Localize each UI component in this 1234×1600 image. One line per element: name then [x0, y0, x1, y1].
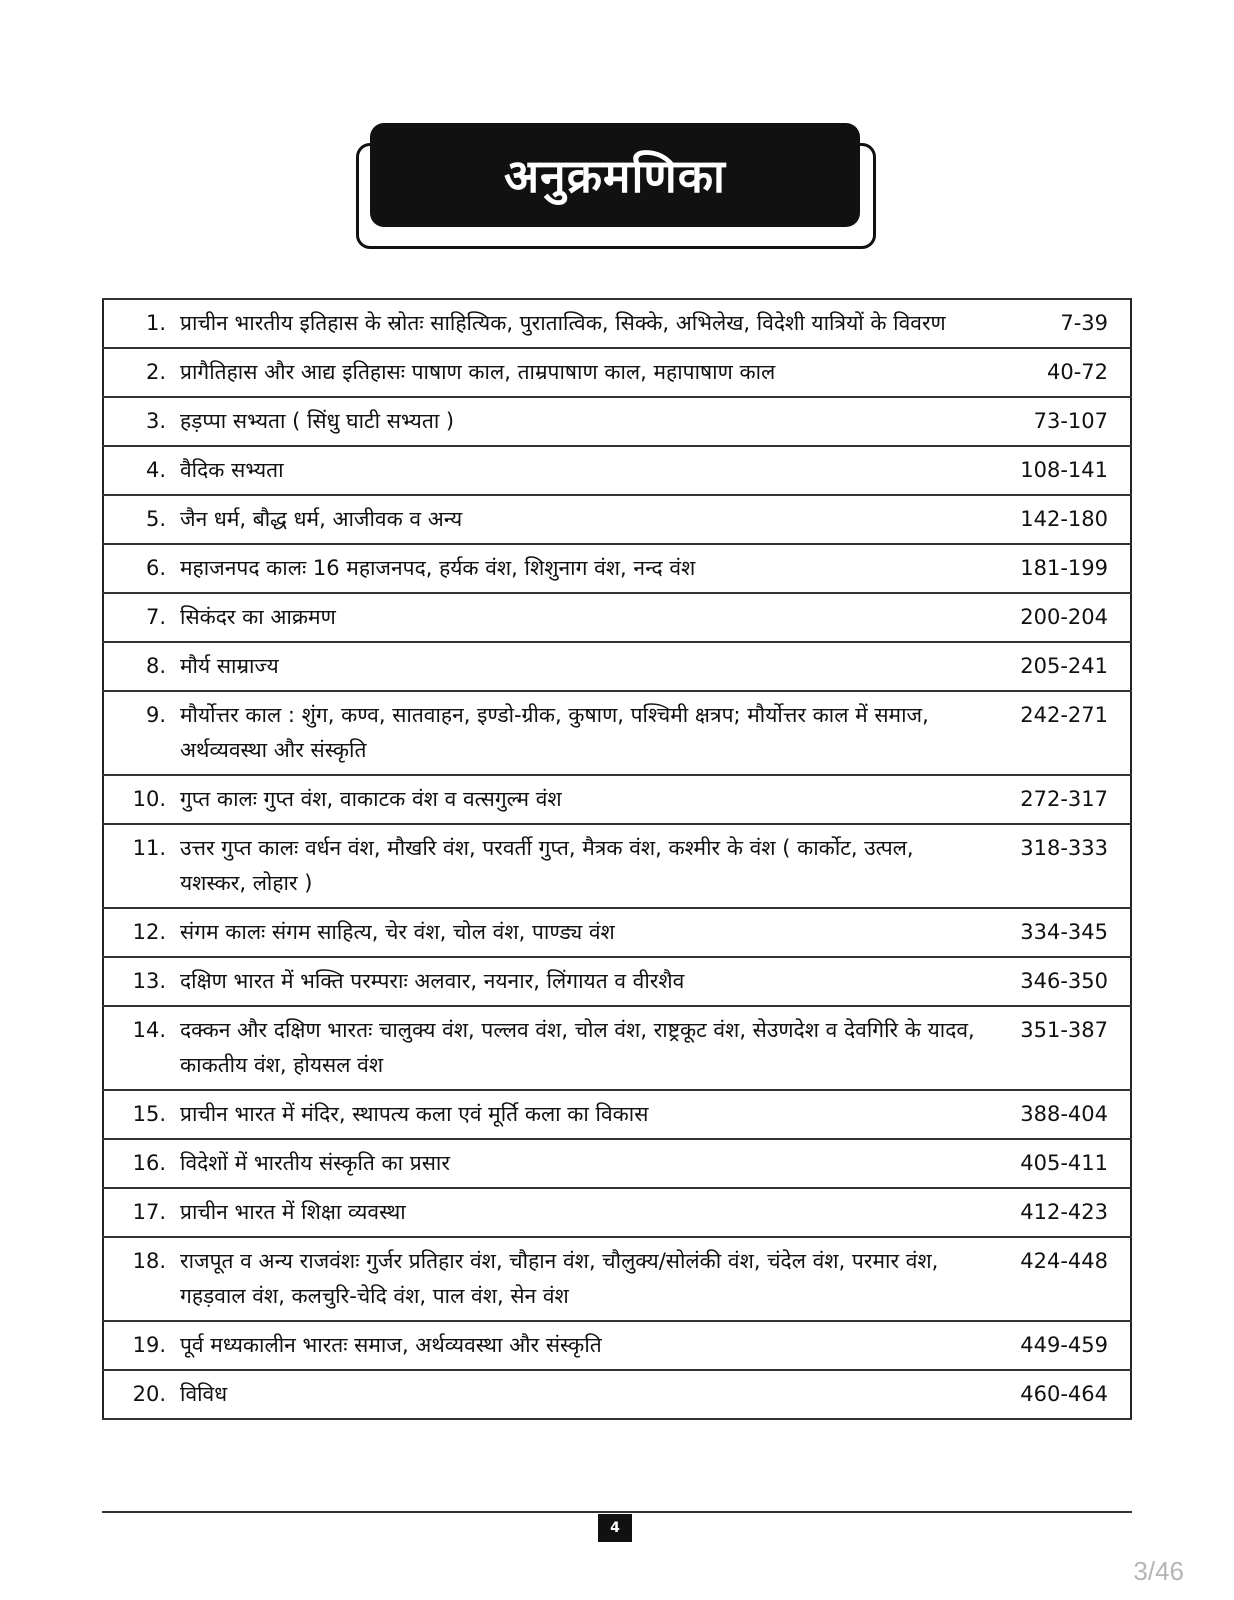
toc-entry-number: 12. [103, 908, 180, 957]
toc-entry-number: 1. [103, 299, 180, 348]
toc-row [103, 446, 1131, 495]
toc-entry-title: विविध [180, 1370, 990, 1419]
toc-row [103, 775, 1131, 824]
toc-entry-pages: 205-241 [990, 642, 1131, 691]
toc-row [103, 544, 1131, 593]
table-of-contents [102, 298, 1132, 1420]
toc-entry-number: 7. [103, 593, 180, 642]
toc-entry-number: 15. [103, 1090, 180, 1139]
toc-entry-title: प्राचीन भारत में शिक्षा व्यवस्था [180, 1188, 990, 1237]
toc-row [103, 1321, 1131, 1370]
toc-entry-pages: 40-72 [990, 348, 1131, 397]
toc-entry-title: प्राचीन भारतीय इतिहास के स्रोतः साहित्यिक, पुरातात्विक, सिक्के, अभिलेख, विदेशी यात्रियों के विवरण [180, 299, 990, 348]
toc-entry-pages: 449-459 [990, 1321, 1131, 1370]
viewer-page-counter: 3/46 [1133, 1556, 1184, 1586]
toc-entry-number: 20. [103, 1370, 180, 1419]
toc-entry-title: वैदिक सभ्यता [180, 446, 990, 495]
toc-entry-title: प्राचीन भारत में मंदिर, स्थापत्य कला एवं मूर्ति कला का विकास [180, 1090, 990, 1139]
toc-entry-title: पूर्व मध्यकालीन भारतः समाज, अर्थव्यवस्था और संस्कृति [180, 1321, 990, 1370]
toc-row [103, 642, 1131, 691]
page-title: अनुक्रमणिका [504, 149, 726, 203]
toc-entry-title: सिकंदर का आक्रमण [180, 593, 990, 642]
toc-entry-number: 3. [103, 397, 180, 446]
toc-entry-title: महाजनपद कालः 16 महाजनपद, हर्यक वंश, शिशुनाग वंश, नन्द वंश [180, 544, 990, 593]
toc-row [103, 1237, 1131, 1321]
toc-entry-pages: 424-448 [990, 1237, 1131, 1321]
toc-entry-title: विदेशों में भारतीय संस्कृति का प्रसार [180, 1139, 990, 1188]
toc-row [103, 957, 1131, 1006]
toc-row [103, 1139, 1131, 1188]
toc-entry-pages: 405-411 [990, 1139, 1131, 1188]
toc-entry-pages: 242-271 [990, 691, 1131, 775]
toc-entry-number: 17. [103, 1188, 180, 1237]
toc-row [103, 691, 1131, 775]
footer-divider [102, 1511, 1132, 1513]
toc-entry-pages: 318-333 [990, 824, 1131, 908]
toc-entry-pages: 334-345 [990, 908, 1131, 957]
toc-entry-pages: 73-107 [990, 397, 1131, 446]
toc-entry-title: राजपूत व अन्य राजवंशः गुर्जर प्रतिहार वंश, चौहान वंश, चौलुक्य/सोलंकी वंश, चंदेल वंश, परमार वंश, गहड़वाल वंश, कलचुरि-चेदि वंश, पाल वंश, सेन वंश [180, 1237, 990, 1321]
title-banner [356, 123, 874, 248]
toc-entry-pages: 460-464 [990, 1370, 1131, 1419]
toc-entry-number: 16. [103, 1139, 180, 1188]
title-banner-box [370, 123, 860, 227]
page-number-badge: 4 [598, 1514, 632, 1542]
toc-entry-number: 4. [103, 446, 180, 495]
toc-row [103, 1090, 1131, 1139]
toc-entry-pages: 108-141 [990, 446, 1131, 495]
toc-entry-pages: 142-180 [990, 495, 1131, 544]
toc-entry-number: 5. [103, 495, 180, 544]
toc-entry-number: 10. [103, 775, 180, 824]
toc-entry-pages: 412-423 [990, 1188, 1131, 1237]
toc-row [103, 908, 1131, 957]
toc-entry-title: मौर्योत्तर काल : शुंग, कण्व, सातवाहन, इण्डो-ग्रीक, कुषाण, पश्चिमी क्षत्रप; मौर्योत्तर काल में समाज, अर्थव्यवस्था और संस्कृति [180, 691, 990, 775]
toc-row [103, 495, 1131, 544]
toc-entry-number: 13. [103, 957, 180, 1006]
toc-entry-title: दक्षिण भारत में भक्ति परम्पराः अलवार, नयनार, लिंगायत व वीरशैव [180, 957, 990, 1006]
toc-row [103, 1006, 1131, 1090]
toc-entry-number: 2. [103, 348, 180, 397]
toc-entry-title: संगम कालः संगम साहित्य, चेर वंश, चोल वंश, पाण्ड्य वंश [180, 908, 990, 957]
toc-entry-title: गुप्त कालः गुप्त वंश, वाकाटक वंश व वत्सगुल्म वंश [180, 775, 990, 824]
toc-entry-number: 14. [103, 1006, 180, 1090]
toc-entry-title: प्रागैतिहास और आद्य इतिहासः पाषाण काल, ताम्रपाषाण काल, महापाषाण काल [180, 348, 990, 397]
toc-entry-number: 9. [103, 691, 180, 775]
toc-row [103, 397, 1131, 446]
toc-entry-title: जैन धर्म, बौद्ध धर्म, आजीवक व अन्य [180, 495, 990, 544]
toc-entry-number: 6. [103, 544, 180, 593]
toc-entry-pages: 181-199 [990, 544, 1131, 593]
toc-row [103, 348, 1131, 397]
toc-entry-pages: 200-204 [990, 593, 1131, 642]
toc-entry-number: 19. [103, 1321, 180, 1370]
toc-entry-title: हड़प्पा सभ्यता ( सिंधु घाटी सभ्यता ) [180, 397, 990, 446]
toc-entry-number: 11. [103, 824, 180, 908]
toc-entry-title: दक्कन और दक्षिण भारतः चालुक्य वंश, पल्लव वंश, चोल वंश, राष्ट्रकूट वंश, सेउणदेश व देवगिरि के यादव, काकतीय वंश, होयसल वंश [180, 1006, 990, 1090]
toc-row [103, 1188, 1131, 1237]
toc-entry-pages: 351-387 [990, 1006, 1131, 1090]
toc-row [103, 824, 1131, 908]
toc-row [103, 299, 1131, 348]
toc-entry-pages: 7-39 [990, 299, 1131, 348]
toc-row [103, 1370, 1131, 1419]
toc-entry-pages: 346-350 [990, 957, 1131, 1006]
toc-entry-title: उत्तर गुप्त कालः वर्धन वंश, मौखरि वंश, परवर्ती गुप्त, मैत्रक वंश, कश्मीर के वंश ( कार्कोट, उत्पल, यशस्कर, लोहार ) [180, 824, 990, 908]
toc-row [103, 593, 1131, 642]
toc-entry-pages: 272-317 [990, 775, 1131, 824]
toc-entry-pages: 388-404 [990, 1090, 1131, 1139]
toc-entry-title: मौर्य साम्राज्य [180, 642, 990, 691]
toc-entry-number: 18. [103, 1237, 180, 1321]
toc-entry-number: 8. [103, 642, 180, 691]
